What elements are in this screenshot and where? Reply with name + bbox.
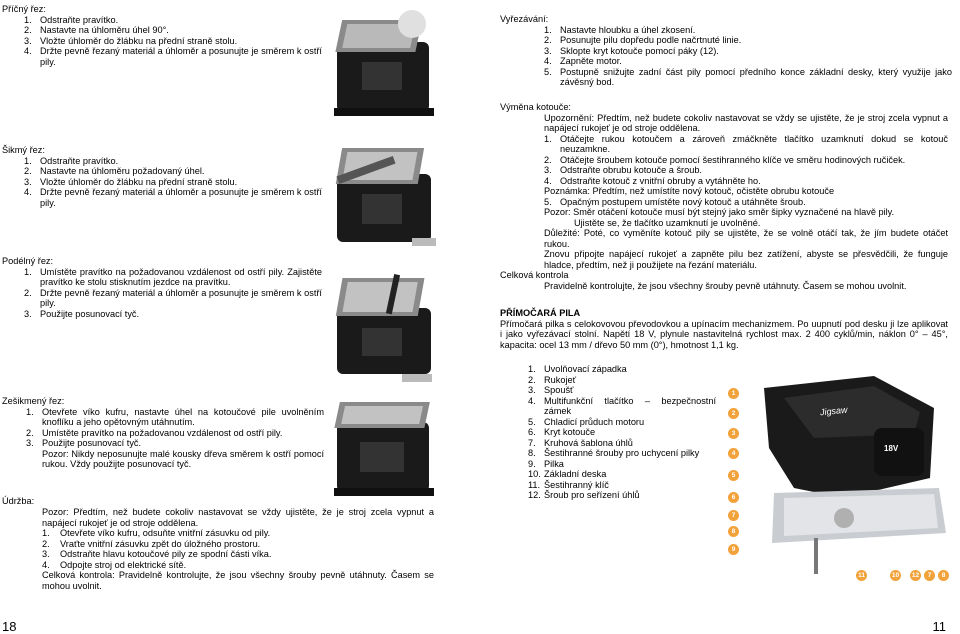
- part-item: 7. Kruhová šablona úhlů: [528, 437, 633, 448]
- maintenance-intro: Pozor: Předtím, než budete cokoliv nastavovat se vždy ujistěte, že je stroj zcela vypnut a napájecí rukojeť je od stroje oddělena.: [42, 507, 434, 528]
- table-saw-image-3: [332, 258, 442, 384]
- part-item: 10. Základní deska: [528, 469, 607, 479]
- maintenance-steps: 1. Otevřete víko kufru, odsuňte vnitřní zásuvku od pily. 2. Vraťte vnitřní zásuvku zpět do úložného prostoru. 3. Odstraňte hlavu kotoučové pily ze spodní části víka. 4. Odpojte stroj od elektrické sítě.: [42, 528, 272, 570]
- blade-change-note: Poznámka: Předtím, než umístíte nový kotouč, očistěte obrubu kotouče: [544, 186, 835, 196]
- blade-change-heading: Výměna kotouče:: [500, 102, 571, 112]
- general-control-heading: Celková kontrola: [500, 270, 569, 280]
- blade-change-steps-a: 1. Otáčejte rukou kotoučem a zároveň zmáčkněte tlačítko uzamknutí dokud se kotouč neuzamkne. 2. Otáčejte šroubem kotouče pomocí šestihranného klíče ve směru hodinových ručiček. 3. Odstraňte obrubu kotouče a šroub. 4. Odstraňte kotouč z vnitřní obruby a vytáhněte ho.: [544, 133, 948, 186]
- callout-4: 4: [728, 448, 739, 459]
- part-item: 2. Rukojeť: [528, 374, 577, 385]
- part-item: 11. Šestihranný klíč: [528, 479, 609, 490]
- table-saw-image-1: [332, 2, 442, 120]
- callout-6: 6: [728, 492, 739, 503]
- callout-1: 1: [728, 388, 739, 399]
- cross-cut-section: [2, 4, 322, 67]
- callout-10: 10: [891, 572, 900, 579]
- jigsaw-heading: PŘÍMOČARÁ PILA: [500, 308, 581, 318]
- bevel-cut-note: Pozor: Nikdy neposunujte malé kousky dřeva směrem k ostří pomocí rukou. Vždy použijte posunovací tyč.: [42, 448, 324, 469]
- part-item: 1. Uvolňovací západka: [528, 364, 627, 374]
- general-control-text: Pravidelně kontrolujte, že jsou všechny šrouby pevně utáhnuty. Časem se mohou uvolnit.: [544, 280, 907, 291]
- parts-list: [526, 364, 716, 501]
- callout-2: 2: [728, 408, 739, 419]
- blade-change-caution-2: Ujistěte se, že tlačítko uzamknutí je uvolněné.: [574, 217, 761, 228]
- page-number-right: 11: [932, 618, 946, 634]
- part-item: 9. Pilka: [528, 458, 564, 469]
- cutting-heading: Vyřezávání:: [500, 14, 549, 24]
- part-item: 6. Kryt kotouče: [528, 427, 596, 437]
- callout-7: 7: [728, 510, 739, 521]
- callout-12: 12: [911, 572, 920, 579]
- bevel-cut-heading: Zešikmený řez:: [2, 396, 65, 406]
- bevel-cut-section: [2, 396, 324, 470]
- blade-change-important-2: Znovu připojte napájecí rukojeť a zapněte pilu bez zatížení, abyste se přesvědčili, že funguje hladce, předtím, než ji použijete na řezání materiálu.: [544, 249, 948, 270]
- rip-cut-steps: 1. Umístěte pravítko na požadovanou vzdálenost od ostří pily. Zajistěte pravítko ke stolu stisknutím jezdce na pravítku. 2. Držte pevně řezaný materiál a úhloměr a posunujte je směrem k ostří pily. 3. Použijte posunovací tyč.: [24, 266, 322, 319]
- table-saw-image-2: [332, 126, 442, 250]
- miter-cut-section: [2, 145, 322, 208]
- jigsaw-voltage-label: 18V: [884, 444, 899, 453]
- jigsaw-brand-label: Jigsaw: [819, 404, 848, 418]
- callout-11: 11: [856, 570, 867, 581]
- callout-3: 3: [728, 428, 739, 439]
- blade-change-important: Důležité: Poté, co vyměníte kotouč pily se ujistěte, že se volně otáčí tak, že jím budete otáčet rukou.: [544, 228, 948, 249]
- rip-cut-section: [2, 256, 322, 319]
- part-item: 12. Šroub pro seřízení úhlů: [528, 490, 640, 500]
- blade-change-caution: Pozor: Směr otáčení kotouče musí být stejný jako směr šipky vyznačené na hlavě pily.: [544, 207, 895, 217]
- blade-change-steps-b: 5. Opačným postupem umístěte nový kotouč a utáhněte šroub.: [544, 196, 806, 207]
- jigsaw-image: [724, 368, 956, 584]
- maintenance-heading: Údržba:: [2, 496, 35, 506]
- callout-8b: 8: [938, 570, 949, 581]
- jigsaw-section: [500, 308, 948, 350]
- rip-cut-heading: Podélný řez:: [2, 256, 54, 266]
- part-item: 8. Šestihranné šrouby pro uchycení pilky: [528, 448, 700, 458]
- miter-cut-steps: 1. Odstraňte pravítko. 2. Nastavte na úhloměru požadovaný úhel. 3. Vložte úhloměr do žlábku na přední straně stolu. 4. Držte pevně řezaný materiál a úhloměr a posunujte je směrem k ostří pily.: [24, 155, 322, 208]
- callout-5: 5: [728, 470, 739, 481]
- table-saw-image-4: [332, 392, 442, 500]
- part-item: 3. Spoušť: [528, 385, 574, 395]
- part-item: 4. Multifunkční tlačítko – bezpečnostní zámek: [528, 395, 716, 416]
- maintenance-section: [42, 507, 434, 591]
- callout-9: 9: [728, 544, 739, 555]
- bevel-cut-steps: 1. Otevřete víko kufru, nastavte úhel na kotoučové pile uvolněním knoflíku a jeho opětovným utáhnutím. 2. Umístěte pravítko na požadovanou vzdálenost od ostří pily. 3. Použijte posunovací tyč.: [26, 406, 324, 448]
- blade-change-section: [500, 102, 948, 291]
- cross-cut-steps: 1. Odstraňte pravítko. 2. Nastavte na úhloměru úhel 90°. 3. Vložte úhloměr do žlábku na přední straně stolu. 4. Držte pevně řezaný materiál a úhloměr a posunujte je směrem k ostří pily.: [24, 14, 322, 67]
- blade-change-warning: Upozornění: Předtím, než budete cokoliv nastavovat se vždy se ujistěte, že je stroj zcela vypnut a napájecí rukojeť je od stroje oddělena.: [544, 112, 948, 133]
- page-number-left: 18: [2, 618, 17, 634]
- callout-7b: 7: [924, 570, 935, 581]
- cross-cut-heading: Příčný řez:: [2, 4, 46, 14]
- cutting-section: [500, 14, 952, 88]
- callout-8: 8: [728, 526, 739, 537]
- jigsaw-description: Přímočará pilka s celokovovou převodovkou a upínacím mechanizmem. Po uupnutí pod desku ji lze aplikovat i jako vyřezávací stolní. Napětí 18 V, plynule nastavitelná rychlost max. 2 400 cyklů/min, náklon 0° – 45°, kapacita: ocel 13 mm / dřevo 50 mm (0°), hmotnost 1,1 kg.: [500, 318, 948, 350]
- maintenance-control: Celková kontrola: Pravidelně kontrolujte, že jsou všechny šrouby pevně utáhnuty. Časem se mohou uvolnit.: [42, 570, 434, 591]
- miter-cut-heading: Šikmý řez:: [2, 145, 45, 155]
- part-item: 5. Chladicí průduch motoru: [528, 416, 645, 427]
- cutting-steps: 1. Nastavte hloubku a úhel zkosení. 2. Posunujte pilu dopředu podle načrtnuté linie. 3. Sklopte kryt kotouče pomocí páky (12). 4. Zapněte motor. 5. Postupně snižujte zadní část pily pomocí předního konce základní desky, který využije jako závěsný bod.: [544, 24, 952, 87]
